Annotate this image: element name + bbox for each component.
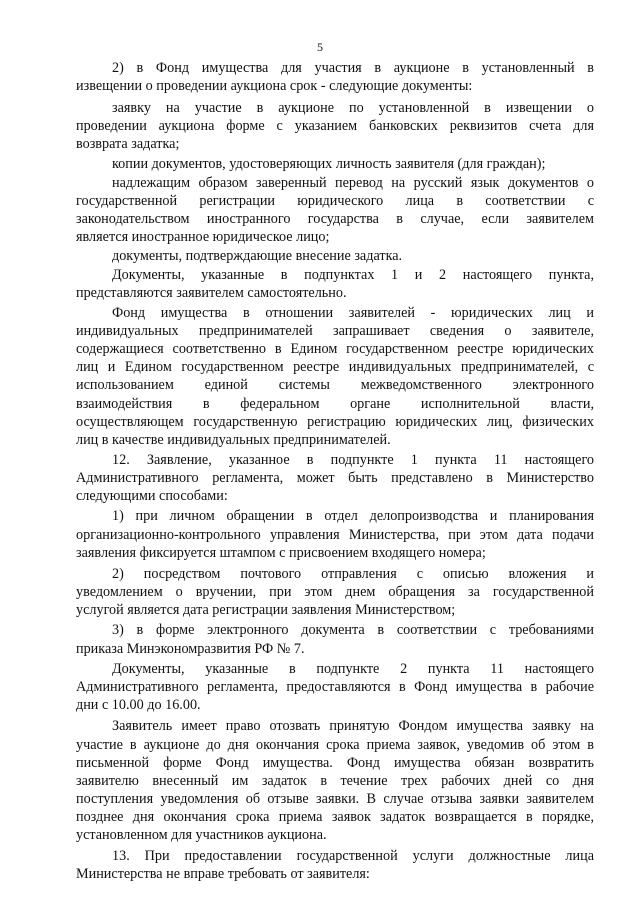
text-line: письменной форме Фонд имущества. Фонд имущества обязан возвратить [76, 755, 594, 771]
text-line: законодательством иностранного государства в случае, если заявителем [76, 211, 594, 227]
text-line: 3) в форме электронного документа в соответствии с требованиями [112, 622, 594, 638]
text-line: следующими способами: [76, 488, 228, 504]
text-line: приказа Минэкономразвития РФ № 7. [76, 641, 305, 657]
text-line: 1) при личном обращении в отдел делопроизводства и планирования [112, 508, 594, 524]
text-line: индивидуальных предпринимателей запрашивает сведения о заявителе, [76, 323, 594, 339]
text-line: уведомлением о вручении, при этом днем обращения за государственной [76, 584, 594, 600]
text-line: содержащиеся соответственно в Едином государственном реестре юридических [76, 341, 594, 357]
text-line: использованием единой системы межведомственного электронного [76, 377, 594, 393]
text-line: представляются заявителем самостоятельно. [76, 285, 347, 301]
text-line: Фонд имущества в отношении заявителей - юридических лиц и [112, 305, 594, 321]
text-line: участие в аукционе до дня окончания срока приема заявок, уведомив об этом в [76, 737, 594, 753]
text-line: документы, подтверждающие внесение задатка. [112, 248, 403, 264]
text-line: Министерства не вправе требовать от заявителя: [76, 866, 370, 882]
text-line: Документы, указанные в подпунктах 1 и 2 настоящего пункта, [112, 267, 594, 283]
text-line: копии документов, удостоверяющих личность заявителя (для граждан); [112, 156, 546, 172]
text-line: надлежащим образом заверенный перевод на русский язык документов о [112, 175, 594, 191]
text-line: позднее дня окончания срока приема заявок задаток возвращается в порядке, [76, 809, 594, 825]
page-number: 5 [317, 40, 323, 54]
text-line: заявителю внесенный им задаток в течение трех рабочих дней со дня [76, 773, 594, 789]
text-line: лиц и Едином государственном реестре индивидуальных предпринимателей, с [76, 359, 594, 375]
text-line: услугой является дата регистрации заявления Министерством; [76, 602, 456, 618]
text-line: Административного регламента, может быть представлено в Министерство [76, 470, 594, 486]
text-line: лиц в качестве индивидуальных предпринимателей. [76, 432, 391, 448]
text-line: государственной регистрации юридического лица в соответствии с [76, 193, 594, 209]
text-line: извещении о проведении аукциона срок - следующие документы: [76, 78, 473, 94]
text-line: Документы, указанные в подпункте 2 пункта 11 настоящего [112, 661, 594, 677]
text-line: взаимодействия в федеральном органе исполнительной власти, [76, 396, 594, 412]
text-line: заявку на участие в аукционе по установленной в извещении о [112, 100, 594, 116]
text-line: поступления уведомления об отзыве заявки. В случае отзыва заявки заявителем [76, 791, 594, 807]
text-line: проведении аукциона форме с указанием банковских реквизитов счета для [76, 118, 594, 134]
text-line: 2) посредством почтового отправления с описью вложения и [112, 566, 594, 582]
text-line: 12. Заявление, указанное в подпункте 1 пункта 11 настоящего [112, 452, 594, 468]
text-line: заявления фиксируется штампом с присвоением входящего номера; [76, 545, 486, 561]
text-line: установленном для участников аукциона. [76, 827, 327, 843]
text-line: Административного регламента, предоставляются в Фонд имущества в рабочие [76, 679, 594, 695]
text-line: возврата задатка; [76, 136, 180, 152]
text-line: организационно-контрольного управления Министерства, при этом дата подачи [76, 527, 594, 543]
text-line: осуществляющем государственную регистрацию юридических лиц, физических [76, 414, 594, 430]
text-line: 13. При предоставлении государственной услуги должностные лица [112, 848, 594, 864]
text-line: 2) в Фонд имущества для участия в аукционе в установленный в [112, 60, 594, 76]
text-line: является иностранное юридическое лицо; [76, 229, 330, 245]
text-line: Заявитель имеет право отозвать принятую Фондом имущества заявку на [112, 718, 594, 734]
text-line: дни с 10.00 до 16.00. [76, 697, 201, 713]
